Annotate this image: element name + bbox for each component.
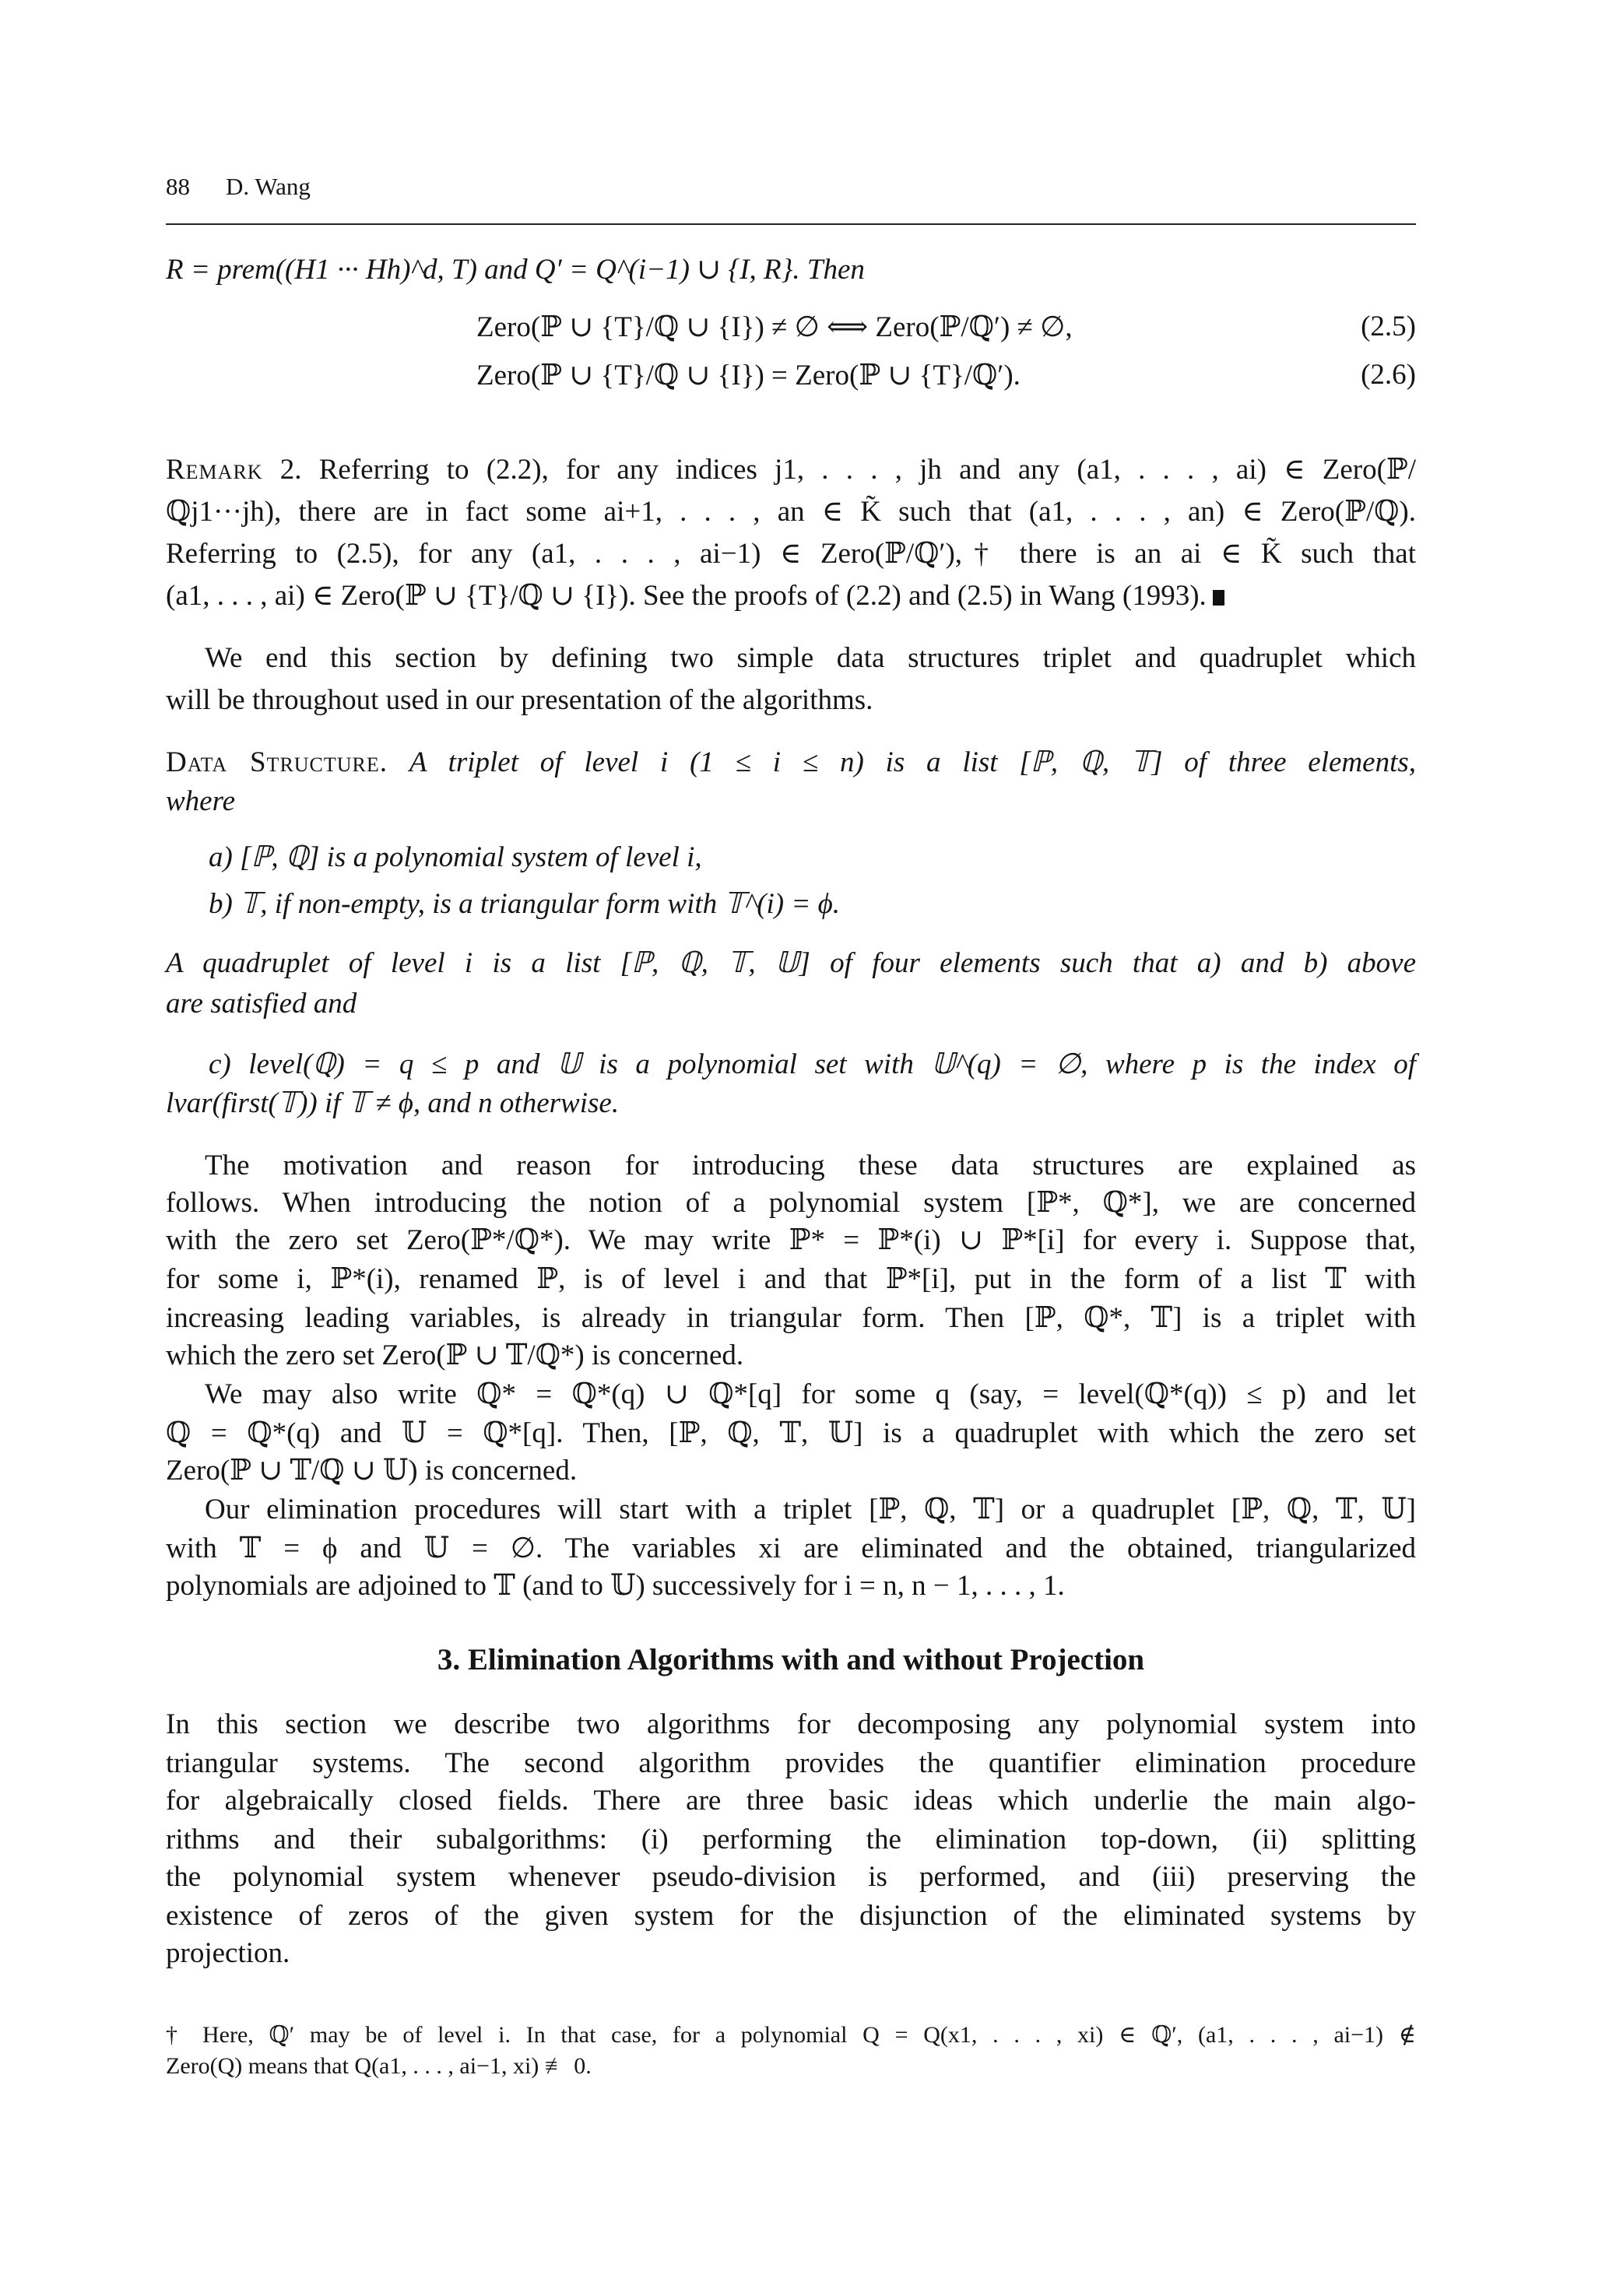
- data-structure-line-1: [166, 744, 1416, 781]
- motivation-line-12: polynomials are adjoined to 𝕋 (and to 𝕌) successively for i = n, n − 1, . . . , 1.: [166, 1570, 1065, 1602]
- motivation-line-11: with 𝕋 = ϕ and 𝕌 = ∅. The variables xi are eliminated and the obtained, triangularized: [166, 1532, 1416, 1564]
- motivation-line-4: for some i, ℙ*(i), renamed ℙ, is of level i and that ℙ*[i], put in the form of a list 𝕋 with: [166, 1263, 1416, 1295]
- motivation-line-10: Our elimination procedures will start with a triplet [ℙ, ℚ, 𝕋] or a quadruplet [ℙ, ℚ, 𝕋, 𝕌]: [205, 1494, 1416, 1525]
- item-b: b) 𝕋, if non-empty, is a triangular form with 𝕋^(i) = ϕ.: [209, 888, 841, 920]
- intro-line-1: We end this section by defining two simple data structures triplet and quadruplet which: [205, 642, 1416, 674]
- motivation-line-5: increasing leading variables, is already in triangular form. Then [ℙ, ℚ*, 𝕋] is a triplet with: [166, 1302, 1416, 1334]
- item-c-line-2: lvar(first(𝕋)) if 𝕋 ≠ ϕ, and n otherwise.: [166, 1087, 620, 1119]
- lead-line: R = prem((H1 ··· Hh)^d, T) and Q′ = Q^(i−1) ∪ {I, R}. Then: [166, 254, 865, 286]
- motivation-line-7: We may also write ℚ* = ℚ*(q) ∪ ℚ*[q] for some q (say, = level(ℚ*(q)) ≤ p) and let: [205, 1378, 1416, 1410]
- equation-number-2-5: (2.5): [1361, 311, 1416, 342]
- section-line-2: triangular systems. The second algorithm provides the quantifier elimination procedure: [166, 1747, 1416, 1779]
- equation-number-2-6: (2.6): [1361, 359, 1416, 391]
- data-structure-line-2: where: [166, 785, 236, 817]
- remark-line-3: Referring to (2.5), for any (a1, . . . , ai−1) ∈ Zero(ℙ/ℚ′),† there is an ai ∈ K̃ such that: [166, 538, 1416, 570]
- section-line-6: existence of zeros of the given system for the disjunction of the eliminated systems by: [166, 1900, 1416, 1932]
- data-structure-label: Data Structure.: [166, 746, 388, 778]
- intro-line-2: will be throughout used in our presentation of the algorithms.: [166, 684, 873, 716]
- motivation-line-9: Zero(ℙ ∪ 𝕋/ℚ ∪ 𝕌) is concerned.: [166, 1455, 578, 1487]
- item-c-line-1: c) level(ℚ) = q ≤ p and 𝕌 is a polynomial set with 𝕌^(q) = ∅, where p is the index of: [209, 1048, 1416, 1080]
- section-line-7: projection.: [166, 1937, 290, 1969]
- motivation-line-8: ℚ = ℚ*(q) and 𝕌 = ℚ*[q]. Then, [ℙ, ℚ, 𝕋, 𝕌] is a quadruplet with which the zero set: [166, 1417, 1416, 1449]
- section-line-4: rithms and their subalgorithms: (i) performing the elimination top-down, (ii) splitting: [166, 1824, 1416, 1855]
- running-author: D. Wang: [226, 173, 311, 200]
- quadruplet-line-1: A quadruplet of level i is a list [ℙ, ℚ, 𝕋, 𝕌] of four elements such that a) and b) above: [166, 947, 1416, 979]
- remark-text-4: (a1, . . . , ai) ∈ Zero(ℙ ∪ {T}/ℚ ∪ {I}). See the proofs of (2.2) and (2.5) in Wang (1993).: [166, 580, 1207, 612]
- remark-line-2: ℚj1···jh), there are in fact some ai+1, . . . , an ∈ K̃ such that (a1, . . . , an) ∈ Zero(ℙ/ℚ).: [166, 496, 1416, 528]
- motivation-line-6: which the zero set Zero(ℙ ∪ 𝕋/ℚ*) is concerned.: [166, 1339, 744, 1371]
- footnote-line-1: † Here, ℚ′ may be of level i. In that case, for a polynomial Q = Q(x1, . . . , xi) ∈ ℚ′, (a1, . . . , ai−1) ∉: [166, 2022, 1416, 2048]
- section-line-3: for algebraically closed fields. There are three basic ideas which underlie the main algo-: [166, 1785, 1416, 1817]
- page-number: 88: [166, 173, 190, 200]
- section-heading: 3. Elimination Algorithms with and without Projection: [437, 1643, 1145, 1676]
- motivation-line-3: with the zero set Zero(ℙ*/ℚ*). We may write ℙ* = ℙ*(i) ∪ ℙ*[i] for every i. Suppose that,: [166, 1224, 1416, 1256]
- remark-line-4: [166, 578, 1416, 615]
- section-line-1: In this section we describe two algorithms for decomposing any polynomial system into: [166, 1708, 1416, 1740]
- remark-line-1: [166, 451, 1416, 489]
- item-a: a) [ℙ, ℚ] is a polynomial system of level i,: [209, 841, 702, 873]
- section-line-5: the polynomial system whenever pseudo-division is performed, and (iii) preserving the: [166, 1861, 1416, 1893]
- footnote-line-2: Zero(Q) means that Q(a1, . . . , ai−1, xi) ≢ 0.: [166, 2053, 592, 2079]
- header-rule: [166, 223, 1416, 225]
- remark-label: Remark: [166, 454, 263, 486]
- quadruplet-line-2: are satisfied and: [166, 988, 357, 1020]
- equation-2-5: Zero(ℙ ∪ {T}/ℚ ∪ {I}) ≠ ∅ ⟺ Zero(ℙ/ℚ′) ≠ ∅,: [476, 311, 1073, 343]
- remark-text-1: 2. Referring to (2.2), for any indices j1, . . . , jh and any (a1, . . . , ai) ∈ Zero(ℙ/: [279, 454, 1417, 486]
- equation-2-6: Zero(ℙ ∪ {T}/ℚ ∪ {I}) = Zero(ℙ ∪ {T}/ℚ′).: [476, 360, 1021, 391]
- motivation-line-1: The motivation and reason for introducing these data structures are explained as: [205, 1150, 1416, 1181]
- motivation-line-2: follows. When introducing the notion of a polynomial system [ℙ*, ℚ*], we are concerned: [166, 1187, 1416, 1219]
- qed-square-icon: [1213, 590, 1224, 606]
- data-structure-text: A triplet of level i (1 ≤ i ≤ n) is a list [ℙ, ℚ, 𝕋] of three elements,: [409, 746, 1417, 778]
